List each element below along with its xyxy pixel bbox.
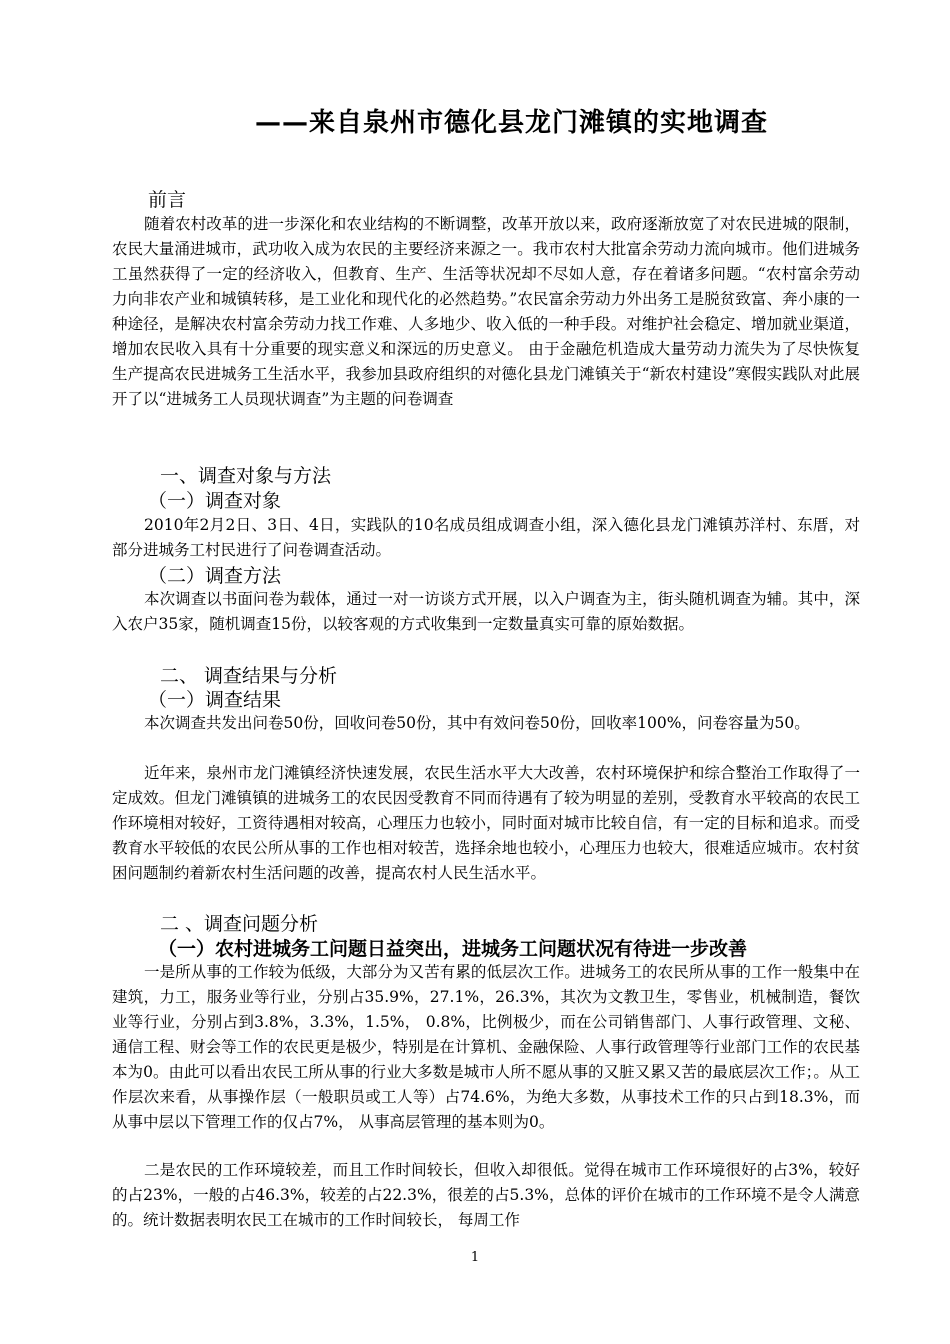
section-1-sub-2-paragraph: 本次调查以书面问卷为载体，通过一对一访谈方式开展，以入户调查为主，街头随机调查为辅。其中，深入农户35家，随机调查15份，以较客观的方式收集到一定数量真实可靠的原始数据。 <box>112 590 860 633</box>
section-1-subheading-1: （一）调查对象 <box>148 490 282 512</box>
section-1-heading: 一、调查对象与方法 <box>160 465 332 487</box>
section-1-sub-1-paragraph: 2010年2月2日、3日、4日，实践队的10名成员组成调查小组，深入德化县龙门滩镇苏洋村、东厝，对部分进城务工村民进行了问卷调查活动。 <box>112 516 860 559</box>
document-title: ——来自泉州市德化县龙门滩镇的实地调查 <box>255 108 769 138</box>
preface-paragraph: 随着农村改革的进一步深化和农业结构的不断调整，改革开放以来，政府逐渐放宽了对农民进城的限制，农民大量涌进城市，武功收入成为农民的主要经济来源之一。我市农村大批富余劳动力流向城市。他们进城务工虽然获得了一定的经济收入，但教育、生产、生活等状况却不尽如人意，存在着诸多问题。“农村富余劳动力向非农产业和城镇转移，是工业化和现代化的必然趋势。”农民富余劳动力外出务工是脱贫致富、奔小康的一种途径，是解决农村富余劳动力找工作难、人多地少、收入低的一种手段。对维护社会稳定、增加就业渠道，增加农民收入具有十分重要的现实意义和深远的历史意义。 由于金融危机造成大量劳动力流失为了尽快恢复生产提高农民进城务工生活水平，我参加县政府组织的对德化县龙门滩镇关于“新农村建设”寒假实践队对此展开了以“进城务工人员现状调查”为主题的问卷调查 <box>112 215 860 408</box>
page-number: 1 <box>470 1250 480 1265</box>
section-3-paragraph-1: 一是所从事的工作较为低级，大部分为又苦有累的低层次工作。进城务工的农民所从事的工作一般集中在建筑，力工，服务业等行业，分别占35.9%，27.1%，26.3%，其次为文教卫生，零售业，机械制造，餐饮业等行业，分别占到3.8%，3.3%，1.5%， 0.8%，比例极少，而在公司销售部门、人事行政管理、文秘、通信工程、财会等工作的农民更是极少，特别是在计算机、金融保险、人事行政管理等行业部门工作的农民基本为0。由此可以看出农民工所从事的行业大多数是城市人所不愿从事的又脏又累又苦的最底层次工作；。从工作层次来看，从事操作层（一般职员或工人等）占74.6%，为绝大多数，从事技术工作的只占到18.3%，而从事中层以下管理工作的仅占7%， 从事高层管理的基本则为0。 <box>112 963 860 1131</box>
section-2-subheading-1: （一）调查结果 <box>148 689 282 711</box>
section-2-paragraph-2: 近年来，泉州市龙门滩镇经济快速发展，农民生活水平大大改善，农村环境保护和综合整治工作取得了一定成效。但龙门滩镇镇的进城务工的农民因受教育不同而待遇有了较为明显的差别，受教育水平较高的农民工作环境相对较好，工资待遇相对较高，心理压力也较小，同时面对城市比较自信，有一定的目标和追求。而受教育水平较低的农民公所从事的工作也相对较苦，选择余地也较小，心理压力也较大，很难适应城市。农村贫困问题制约着新农村生活问题的改善，提高农村人民生活水平。 <box>112 764 860 882</box>
section-2-heading: 二、 调查结果与分析 <box>160 665 338 687</box>
section-2-paragraph-1: 本次调查共发出问卷50份，回收问卷50份，其中有效问卷50份，回收率100%，问卷容量为50。 <box>144 714 810 732</box>
section-3-heading: 二 、调查问题分析 <box>160 913 319 935</box>
section-3-paragraph-2: 二是农民的工作环境较差，而且工作时间较长，但收入却很低。觉得在城市工作环境很好的占3%，较好的占23%，一般的占46.3%，较差的占22.3%，很差的占5.3%，总体的评价在城市的工作环境不是令人满意的。统计数据表明农民工在城市的工作时间较长， 每周工作 <box>112 1161 860 1229</box>
preface-heading: 前言 <box>148 189 187 211</box>
section-1-subheading-2: （二）调查方法 <box>148 565 282 587</box>
section-3-subheading-1: （一）农村进城务工问题日益突出，进城务工问题状况有待进一步改善 <box>158 938 748 960</box>
